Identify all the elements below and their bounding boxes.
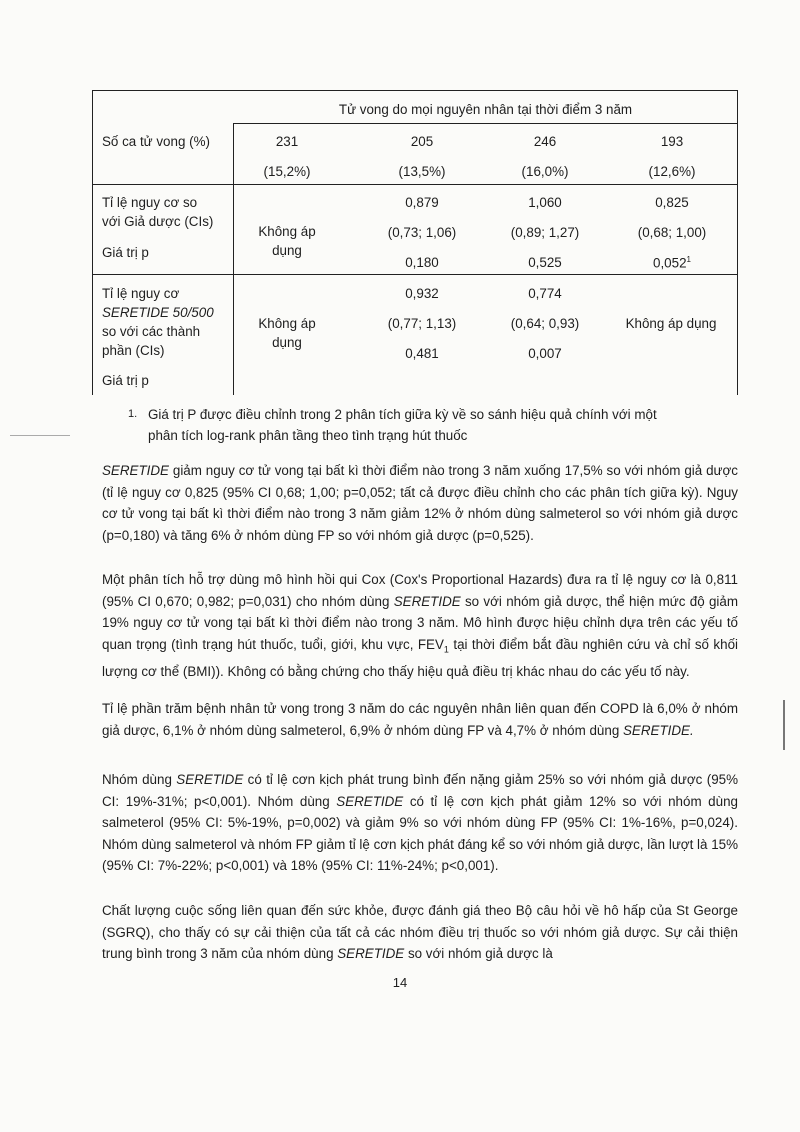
table-caption: Tử vong do mọi nguyên nhân tại thời điểm 3 năm	[338, 102, 633, 117]
paragraph-exacerbations	[102, 769, 738, 877]
paragraph-text: so với nhóm giả dược là	[404, 946, 553, 962]
brand-name: SERETIDE	[393, 593, 461, 609]
row2-col2-hr: 0,879	[405, 195, 439, 210]
row3-label-line1: Tỉ lệ nguy cơ	[102, 286, 180, 301]
brand-name: SERETIDE	[176, 772, 244, 787]
paragraph-text: có tỉ lệ cơn kịch phát trung bình đến nặng giảm 25% so với nhóm giả dược (95% CI: 19%-31%; p<0,001). Nhóm dùng	[102, 772, 739, 809]
paragraph-mortality	[102, 460, 738, 546]
row3-col1-line1: Không áp	[258, 316, 316, 331]
row1-col4-percent: (12,6%)	[648, 164, 696, 179]
row3-col1-line2: dụng	[272, 335, 302, 350]
paragraph-text: giảm nguy cơ tử vong tại bất kì thời điểm nào trong 3 năm xuống 17,5% so với nhóm giả dược (tỉ lệ nguy cơ 0,825 (95% CI 0,68; 1,00; p=0,052; tất cả được điều chỉnh cho các phân tích giữa kỳ). Nguy cơ tử vong tại bất kì thời điểm nào trong 3 năm giảm 12% ở nhóm dùng salmeterol so với nhóm giả dược (p=0,180) và tăng 6% ở nhóm dùng FP so với nhóm giả dược (p=0,525).	[102, 463, 738, 543]
row3-col3-ci: (0,64; 0,93)	[510, 316, 580, 331]
paragraph-text: tại thời điểm bắt đầu nghiên cứu và chỉ số khối lượng cơ thể (BMI)). Không có bằng chứng cho thấy hiệu quả điều trị khác nhau do các yếu tố này.	[102, 636, 738, 680]
footnote-ref: 1	[686, 255, 691, 264]
row2-col3-ci: (0,89; 1,27)	[510, 225, 580, 240]
table-top-border	[92, 90, 738, 91]
page-number: 14	[392, 975, 408, 990]
row3-label-line4: phần (CIs)	[102, 343, 165, 358]
row1-col1-value: 231	[275, 134, 299, 149]
mortality-table	[92, 90, 738, 395]
row1-col4-value: 193	[660, 134, 684, 149]
footnote-number: 1.	[128, 408, 138, 420]
row3-col3-hr: 0,774	[528, 286, 562, 301]
row2-col3-p: 0,525	[528, 255, 562, 270]
table-left-border	[92, 90, 93, 395]
row1-col2-percent: (13,5%)	[398, 164, 446, 179]
paragraph-text: có tỉ lệ cơn kịch phát giảm 12% so với nhóm dùng salmeterol (95% CI: 5%-19%, p=0,002) và giảm 9% so với nhóm dùng FP (95% CI: 1%-16%, p=0,024). Nhóm dùng salmeterol và nhóm FP giảm tỉ lệ cơn kịch phát đáng kể so với nhóm giả dược, lần lượt là 15% (95% CI: 7%-22%; p<0,001) và 18% (95% CI: 11%-24%; p<0,001).	[102, 793, 738, 874]
paragraph-text: Tỉ lệ phần trăm bệnh nhân tử vong trong 3 năm do các nguyên nhân liên quan đến COPD là 6,0% ở nhóm giả dược, 6,1% ở nhóm dùng salmeterol, 6,9% ở nhóm dùng FP và 4,7% ở nhóm dùng	[102, 701, 738, 738]
footnote-text	[148, 404, 748, 446]
row1-col1-percent: (15,2%)	[263, 164, 311, 179]
row1-col2-value: 205	[410, 134, 434, 149]
row2-col4-p-value: 0,052	[653, 255, 687, 271]
row3-col4-na: Không áp dụng	[625, 316, 717, 331]
subscript: 1	[443, 644, 449, 655]
scan-line-mark	[10, 435, 70, 436]
row2-col4-hr: 0,825	[655, 195, 689, 210]
row2-col2-p: 0,180	[405, 255, 439, 270]
row1-col3-percent: (16,0%)	[521, 164, 569, 179]
row2-label-line2: với Giả dược (CIs)	[102, 214, 214, 229]
table-caption-divider	[233, 123, 738, 124]
footnote-line1: Giá trị P được điều chỉnh trong 2 phân tích giữa kỳ về so sánh hiệu quả chính với một	[148, 407, 657, 422]
paragraph-copd-deaths	[102, 698, 738, 741]
margin-bracket-mark	[783, 700, 785, 750]
paragraph-quality-of-life	[102, 900, 738, 965]
row2-label-line1: Tỉ lệ nguy cơ so	[102, 195, 198, 210]
paragraph-text: Một phân tích hỗ trợ dùng mô hình hồi qui Cox (Cox's Proportional Hazards) đưa ra tỉ lệ nguy cơ là 0,811 (95% CI 0,670; 0,982; p=0,031) cho nhóm dùng	[102, 572, 738, 609]
row3-label-line2: SERETIDE 50/500	[102, 305, 214, 320]
row2-label-line3: Giá trị p	[102, 245, 149, 260]
table-row1-divider	[92, 184, 738, 185]
row3-col3-p: 0,007	[528, 346, 562, 361]
paragraph-cox-analysis	[102, 569, 738, 683]
paragraph-text: Chất lượng cuộc sống liên quan đến sức khỏe, được đánh giá theo Bộ câu hỏi về hô hấp của St George (SGRQ), cho thấy có sự cải thiện của tất cả các nhóm điều trị thuốc so với nhóm giả dược. Sự cải thiện trung bình trong 3 năm của nhóm dùng	[102, 903, 738, 962]
brand-name: SERETIDE.	[623, 722, 694, 738]
brand-name: SERETIDE	[102, 463, 169, 478]
table-right-border	[737, 90, 738, 395]
row2-col3-hr: 1,060	[528, 195, 562, 210]
row2-col1-line1: Không áp	[258, 224, 316, 239]
row3-col2-hr: 0,932	[405, 286, 439, 301]
row2-col4-ci: (0,68; 1,00)	[637, 225, 707, 240]
row2-col2-ci: (0,73; 1,06)	[387, 225, 457, 240]
row2-col1-line2: dụng	[272, 243, 302, 258]
row3-col2-ci: (0,77; 1,13)	[387, 316, 457, 331]
paragraph-text: so với nhóm giả dược, thể hiện mức độ giảm 19% nguy cơ tử vong tại bất kì thời điểm nào trong 3 năm. Mô hình được hiệu chỉnh dựa trên các yếu tố quan trọng (tình trạng hút thuốc, tuổi, giới, khu vực, FEV	[102, 593, 739, 652]
row2-col4-p	[612, 255, 732, 272]
row3-col2-p: 0,481	[405, 346, 439, 361]
footnote-line2: phân tích log-rank phân tầng theo tình trạng hút thuốc	[148, 428, 468, 443]
table-row2-divider	[92, 274, 738, 275]
row3-label-line3: so với các thành	[102, 324, 201, 339]
row3-label-line5: Giá trị p	[102, 373, 149, 388]
row1-col3-value: 246	[533, 134, 557, 149]
row1-label: Số ca tử vong (%)	[102, 134, 210, 149]
brand-name: SERETIDE	[336, 793, 404, 809]
paragraph-text: Nhóm dùng	[102, 772, 177, 787]
brand-name: SERETIDE	[337, 946, 405, 962]
